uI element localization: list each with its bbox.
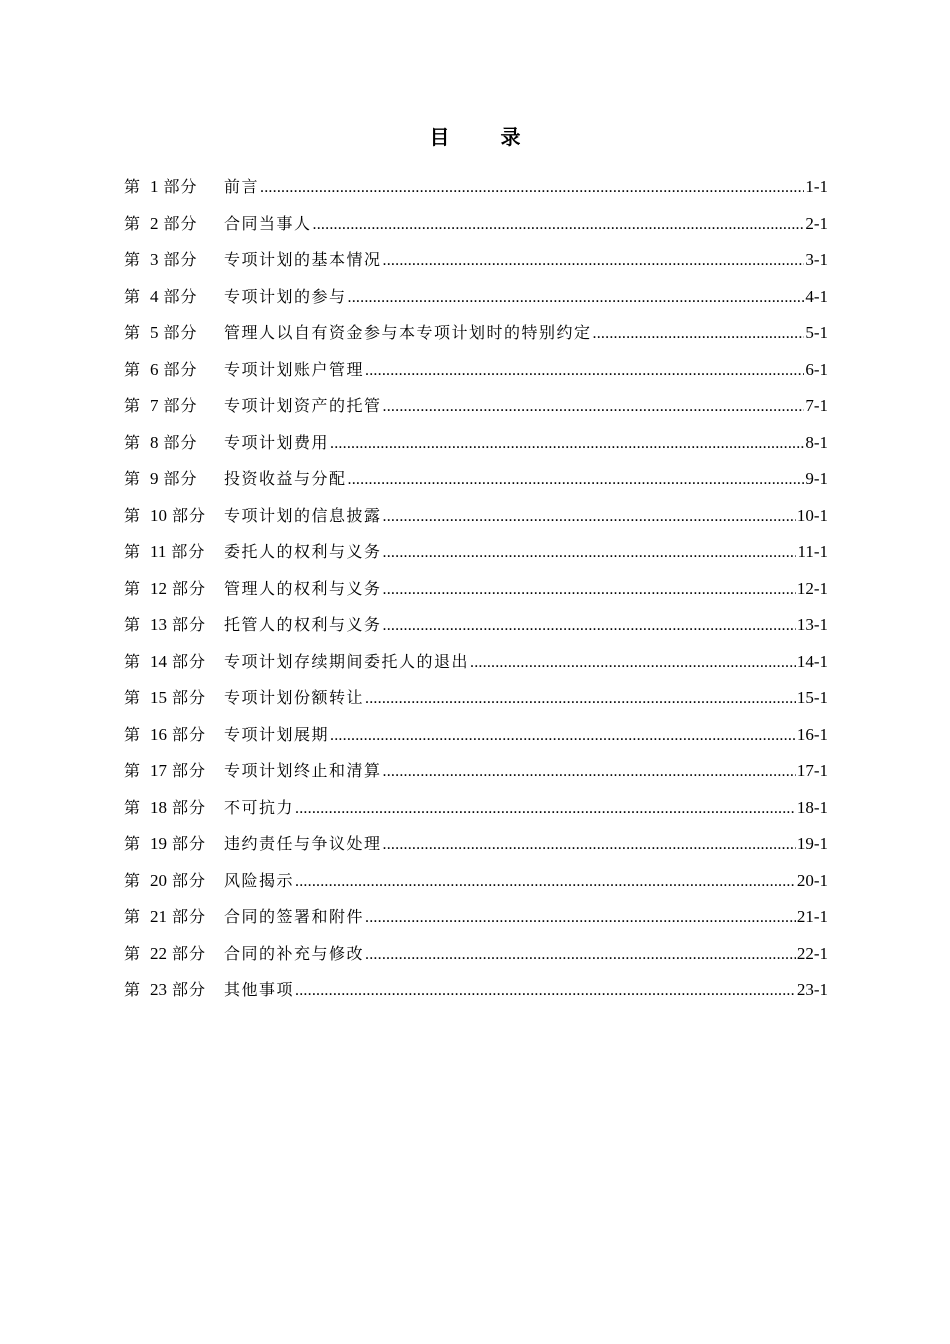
entry-number-label — [124, 682, 224, 714]
dot-leader — [383, 501, 796, 533]
toc-entry[interactable] — [124, 171, 828, 208]
toc-entry[interactable] — [124, 755, 828, 792]
entry-title: 专项计划存续期间委托人的退出 — [224, 651, 470, 671]
dot-leader — [383, 537, 797, 569]
entry-title: 不可抗力 — [224, 797, 295, 817]
dot-leader — [348, 464, 805, 496]
entry-part-label: 部分 — [172, 761, 207, 780]
entry-part-label: 部分 — [163, 432, 198, 452]
entry-page: 12-1 — [796, 578, 828, 598]
dot-leader — [383, 610, 796, 642]
entry-page: 18-1 — [796, 797, 828, 817]
entry-title: 专项计划的参与 — [224, 286, 347, 306]
entry-number-label — [124, 208, 224, 240]
entry-part-label: 部分 — [172, 980, 207, 999]
toc-entry[interactable] — [124, 427, 828, 464]
entry-number-label — [124, 427, 224, 459]
entry-number-label — [124, 609, 224, 641]
entry-page: 10-1 — [796, 505, 828, 525]
entry-part-label: 部分 — [163, 177, 198, 196]
entry-number-label — [124, 244, 224, 276]
entry-title: 专项计划终止和清算 — [224, 761, 382, 780]
entry-number-label — [124, 390, 224, 422]
entry-number: 6 — [150, 359, 159, 379]
toc-entry[interactable] — [124, 354, 828, 391]
entry-part-label: 部分 — [172, 907, 207, 926]
entry-title: 托管人的权利与义务 — [224, 615, 382, 634]
entry-number-label — [124, 828, 224, 860]
entry-page: 4-1 — [805, 286, 828, 306]
toc-entry[interactable] — [124, 208, 828, 245]
entry-prefix: 第 — [124, 651, 141, 671]
entry-number-label — [124, 719, 224, 751]
entry-number: 13 — [150, 615, 167, 634]
entry-part-label: 部分 — [163, 213, 198, 233]
entry-title: 专项计划份额转让 — [224, 688, 365, 707]
entry-number: 15 — [150, 688, 167, 707]
entry-title: 合同当事人 — [224, 213, 312, 233]
toc-entry[interactable] — [124, 500, 828, 537]
entry-part-label: 部分 — [172, 651, 207, 671]
entry-part-label: 部分 — [172, 943, 207, 963]
entry-number-label — [124, 573, 224, 605]
entry-page: 8-1 — [805, 432, 828, 452]
toc-entry[interactable] — [124, 901, 828, 938]
dot-leader — [383, 756, 796, 788]
entry-prefix: 第 — [124, 505, 141, 525]
toc-entry[interactable] — [124, 536, 828, 573]
toc-entry[interactable] — [124, 719, 828, 756]
entry-number-label — [124, 463, 224, 495]
entry-title: 投资收益与分配 — [224, 469, 347, 488]
entry-number-label — [124, 938, 224, 970]
toc-entry[interactable] — [124, 828, 828, 865]
entry-prefix: 第 — [124, 688, 141, 707]
entry-title: 违约责任与争议处理 — [224, 834, 382, 853]
dot-leader — [295, 975, 796, 1007]
dot-leader — [330, 720, 796, 752]
entry-number-label — [124, 865, 224, 897]
toc-entry[interactable] — [124, 244, 828, 281]
entry-page: 7-1 — [805, 396, 828, 415]
dot-leader — [348, 282, 805, 314]
entry-title: 风险揭示 — [224, 870, 295, 890]
entry-page: 22-1 — [796, 943, 828, 963]
entry-page: 20-1 — [796, 870, 828, 890]
toc-entry[interactable] — [124, 865, 828, 902]
entry-page: 13-1 — [796, 615, 828, 634]
entry-number: 12 — [150, 578, 167, 598]
entry-part-label: 部分 — [163, 359, 198, 379]
entry-prefix: 第 — [124, 980, 141, 999]
dot-leader — [383, 574, 796, 606]
entry-number: 2 — [150, 213, 159, 233]
toc-entry[interactable] — [124, 792, 828, 829]
entry-title: 专项计划资产的托管 — [224, 396, 382, 415]
entry-title: 专项计划展期 — [224, 724, 330, 744]
entry-part-label: 部分 — [172, 834, 207, 853]
entry-prefix: 第 — [124, 761, 141, 780]
entry-title: 专项计划的信息披露 — [224, 505, 382, 525]
entry-title: 合同的签署和附件 — [224, 907, 365, 926]
dot-leader — [313, 209, 805, 241]
entry-part-label: 部分 — [172, 615, 207, 634]
entry-prefix: 第 — [124, 578, 141, 598]
entry-part-label: 部分 — [163, 396, 198, 415]
dot-leader — [383, 829, 796, 861]
entry-number: 23 — [150, 980, 167, 999]
entry-number: 7 — [150, 396, 159, 415]
entry-prefix: 第 — [124, 724, 141, 744]
entry-page: 11-1 — [797, 542, 828, 561]
entry-part-label: 部分 — [172, 797, 207, 817]
entry-title: 专项计划的基本情况 — [224, 250, 382, 269]
entry-number: 8 — [150, 432, 159, 452]
entry-prefix: 第 — [124, 943, 141, 963]
entry-title: 专项计划账户管理 — [224, 359, 365, 379]
entry-prefix: 第 — [124, 396, 141, 415]
entry-number: 17 — [150, 761, 167, 780]
entry-prefix: 第 — [124, 286, 141, 306]
entry-prefix: 第 — [124, 542, 141, 561]
toc-entry[interactable] — [124, 646, 828, 683]
entry-page: 17-1 — [796, 761, 828, 780]
entry-part-label: 部分 — [172, 688, 207, 707]
entry-title: 合同的补充与修改 — [224, 943, 365, 963]
entry-title: 管理人的权利与义务 — [224, 578, 382, 598]
entry-page: 2-1 — [805, 213, 828, 233]
entry-number-label — [124, 281, 224, 313]
entry-page: 21-1 — [796, 907, 828, 926]
entry-part-label: 部分 — [163, 323, 198, 342]
toc-entry[interactable] — [124, 609, 828, 646]
entry-title: 其他事项 — [224, 980, 295, 999]
entry-part-label: 部分 — [172, 870, 207, 890]
dot-leader — [330, 428, 804, 460]
dot-leader — [593, 318, 805, 350]
dot-leader — [295, 793, 796, 825]
dot-leader — [383, 391, 805, 423]
entry-page: 16-1 — [796, 724, 828, 744]
entry-title: 前言 — [224, 177, 260, 196]
entry-page: 9-1 — [805, 469, 828, 488]
entry-number-label — [124, 792, 224, 824]
entry-number-label — [124, 974, 224, 1006]
entry-prefix: 第 — [124, 615, 141, 634]
entry-prefix: 第 — [124, 469, 141, 488]
entry-part-label: 部分 — [172, 724, 207, 744]
dot-leader — [365, 683, 796, 715]
entry-prefix: 第 — [124, 870, 141, 890]
entry-prefix: 第 — [124, 323, 141, 342]
dot-leader — [365, 902, 796, 934]
entry-title: 管理人以自有资金参与本专项计划时的特别约定 — [224, 323, 592, 342]
toc-entry[interactable] — [124, 573, 828, 610]
entry-title: 委托人的权利与义务 — [224, 542, 382, 561]
entry-part-label: 部分 — [163, 250, 198, 269]
toc-entry[interactable] — [124, 463, 828, 500]
entry-number: 21 — [150, 907, 167, 926]
entry-number: 1 — [150, 177, 159, 196]
entry-number-label — [124, 354, 224, 386]
entry-number: 16 — [150, 724, 167, 744]
entry-part-label: 部分 — [172, 578, 207, 598]
toc-entry[interactable] — [124, 682, 828, 719]
entry-prefix: 第 — [124, 797, 141, 817]
entry-page: 1-1 — [805, 177, 828, 196]
entry-page: 23-1 — [796, 980, 828, 999]
entry-prefix: 第 — [124, 907, 141, 926]
entry-part-label: 部分 — [163, 469, 198, 488]
toc-entry[interactable] — [124, 390, 828, 427]
entry-number: 22 — [150, 943, 167, 963]
entry-number: 14 — [150, 651, 167, 671]
entry-prefix: 第 — [124, 213, 141, 233]
entry-number: 10 — [150, 505, 167, 525]
entry-number: 18 — [150, 797, 167, 817]
entry-prefix: 第 — [124, 359, 141, 379]
toc-entry[interactable] — [124, 974, 828, 1011]
toc-entry[interactable] — [124, 938, 828, 975]
dot-leader — [295, 866, 796, 898]
entry-number-label — [124, 317, 224, 349]
entry-page: 14-1 — [796, 651, 828, 671]
table-of-contents — [124, 171, 828, 1011]
entry-page: 19-1 — [796, 834, 828, 853]
entry-number-label — [124, 646, 224, 678]
entry-number-label — [124, 755, 224, 787]
entry-part-label: 部分 — [163, 286, 198, 306]
entry-prefix: 第 — [124, 177, 141, 196]
dot-leader — [383, 245, 805, 277]
entry-page: 6-1 — [805, 359, 828, 379]
entry-page: 5-1 — [805, 323, 828, 342]
entry-number: 9 — [150, 469, 159, 488]
entry-prefix: 第 — [124, 250, 141, 269]
entry-number-label — [124, 536, 224, 568]
entry-number: 3 — [150, 250, 159, 269]
dot-leader — [365, 939, 796, 971]
toc-title: 目 录 — [429, 125, 543, 149]
toc-entry[interactable] — [124, 317, 828, 354]
entry-number-label — [124, 500, 224, 532]
entry-number: 5 — [150, 323, 159, 342]
entry-prefix: 第 — [124, 834, 141, 853]
entry-title: 专项计划费用 — [224, 432, 330, 452]
entry-number: 20 — [150, 870, 167, 890]
entry-number-label — [124, 171, 224, 203]
entry-page: 3-1 — [805, 250, 828, 269]
entry-part-label: 部分 — [171, 542, 206, 561]
dot-leader — [260, 172, 804, 204]
dot-leader — [365, 355, 804, 387]
entry-number: 19 — [150, 834, 167, 853]
dot-leader — [470, 647, 796, 679]
entry-number: 4 — [150, 286, 159, 306]
toc-entry[interactable] — [124, 281, 828, 318]
entry-number: 11 — [150, 542, 167, 561]
entry-part-label: 部分 — [172, 505, 207, 525]
entry-prefix: 第 — [124, 432, 141, 452]
entry-number-label — [124, 901, 224, 933]
entry-page: 15-1 — [796, 688, 828, 707]
